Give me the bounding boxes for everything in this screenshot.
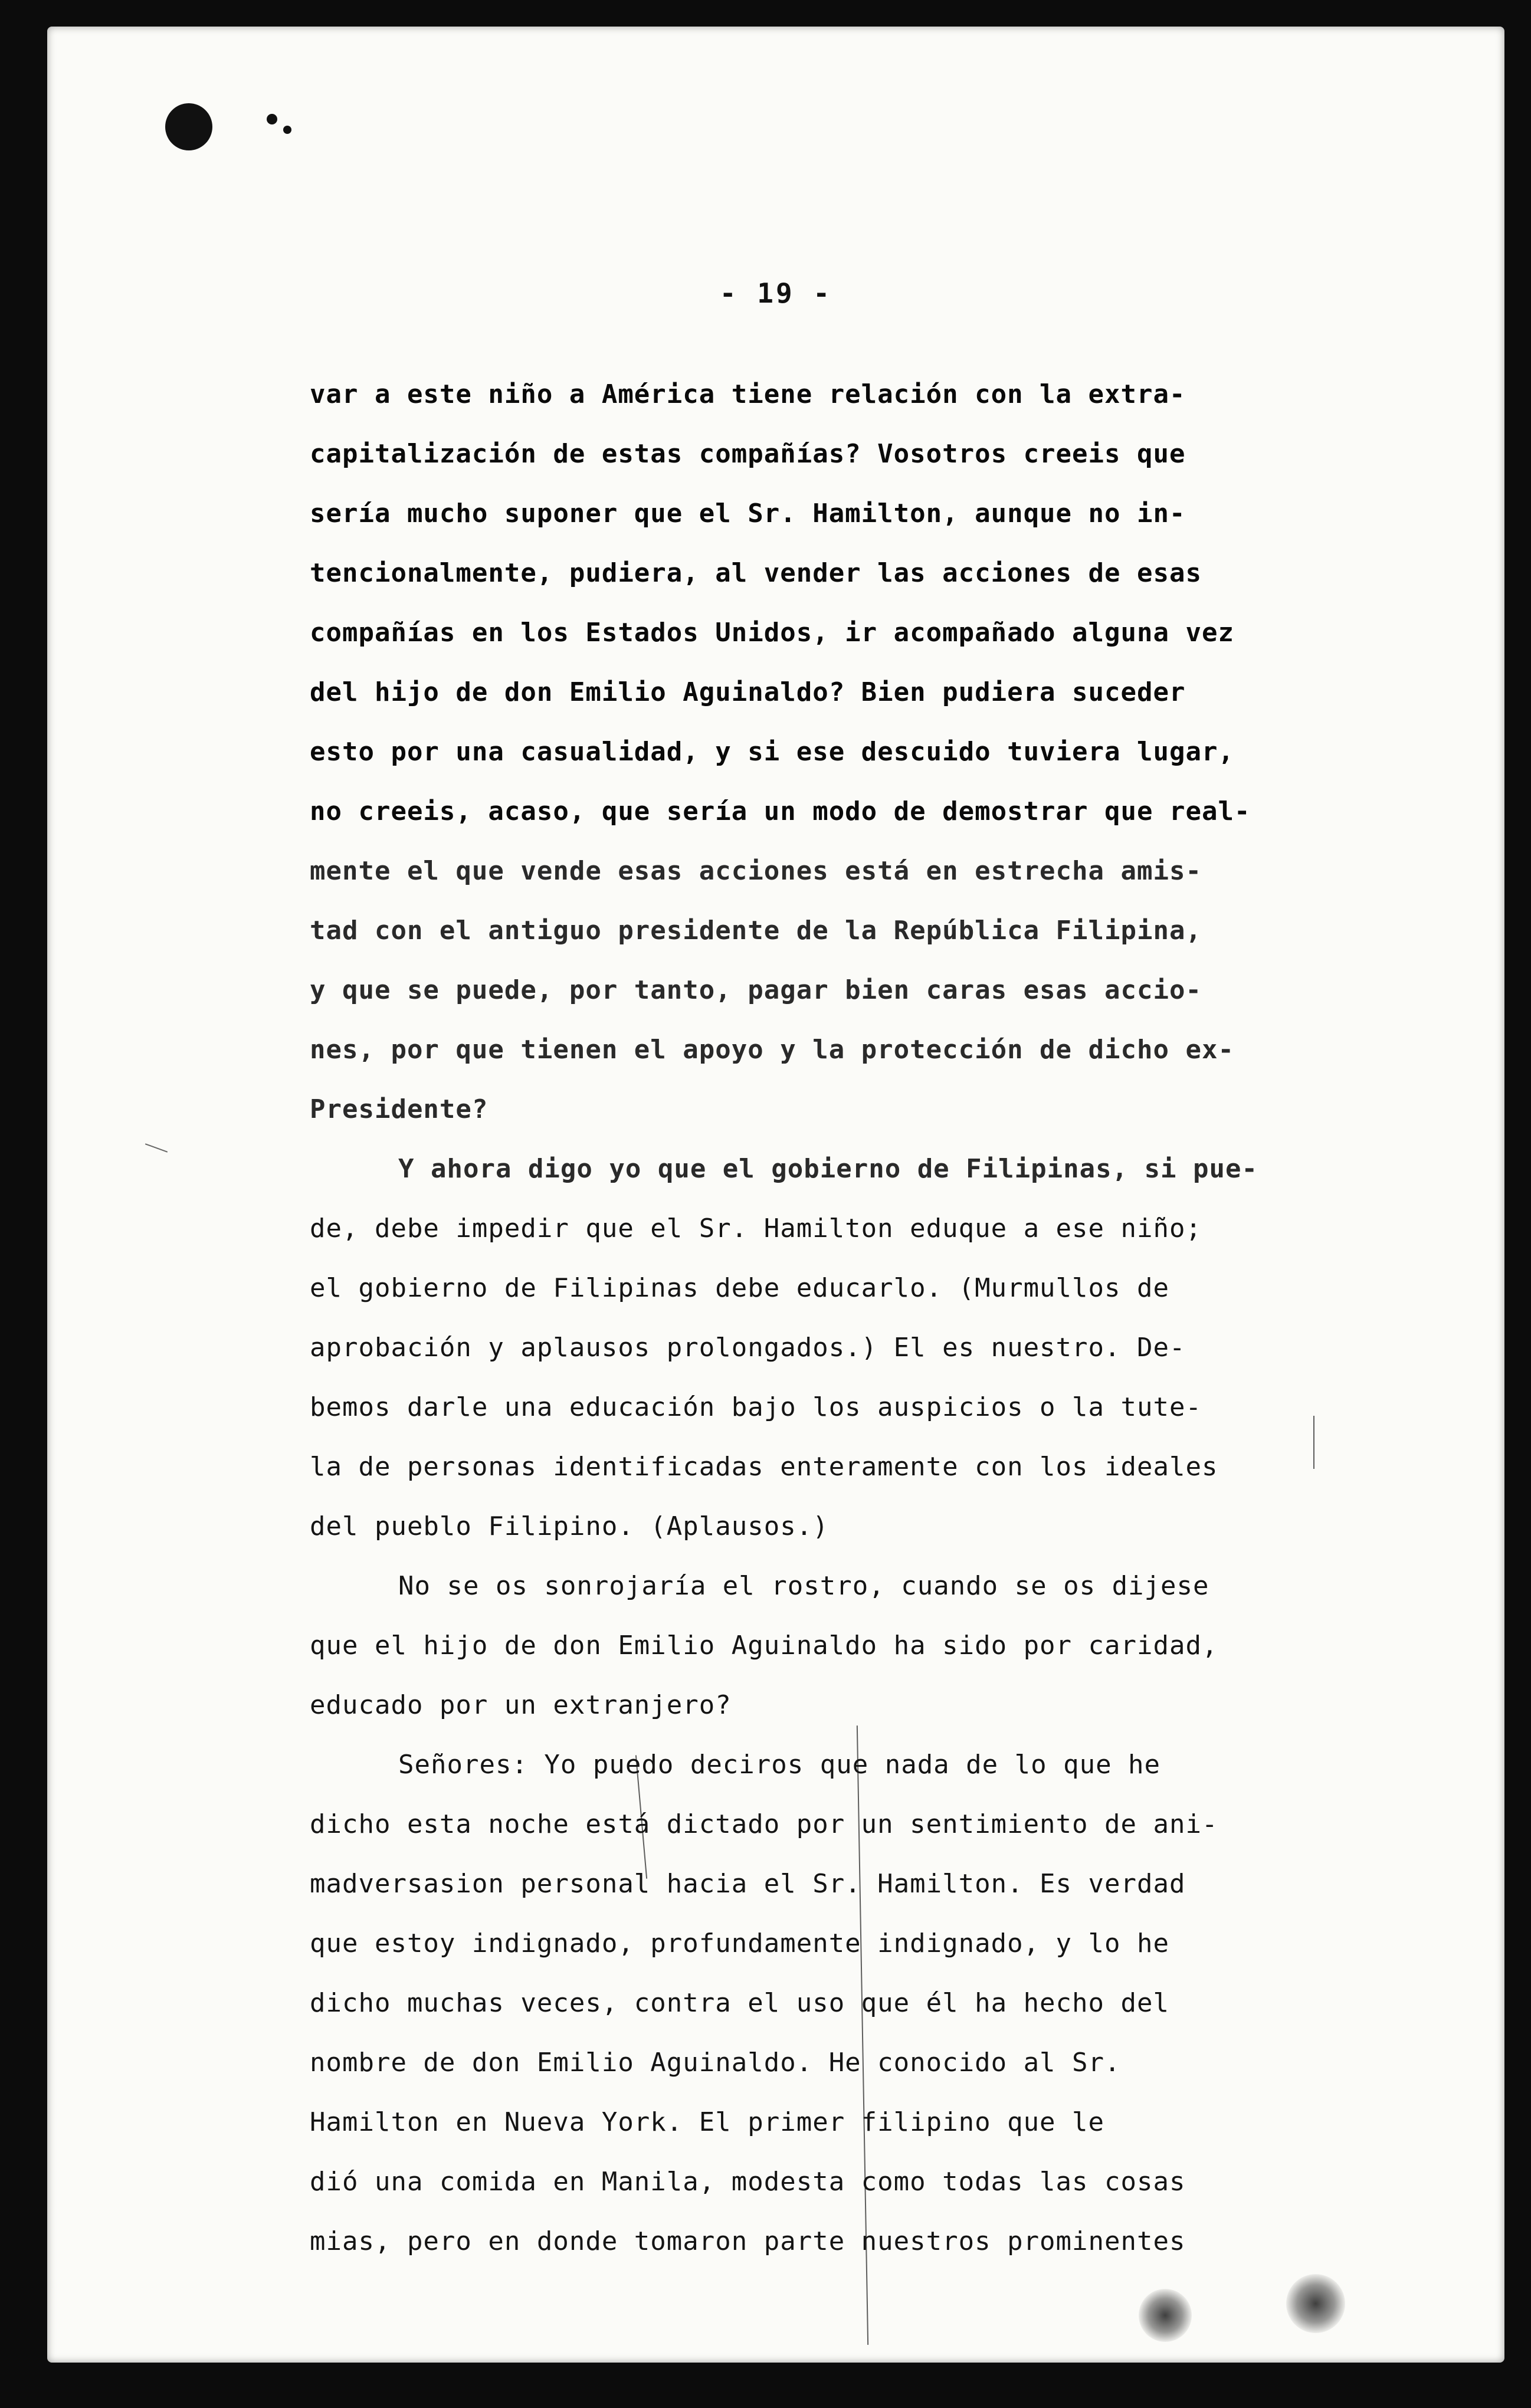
ink-spot [267,114,277,124]
text-line: el gobierno de Filipinas debe educarlo. (Murmullos de [310,1273,1169,1303]
text-line: mias, pero en donde tomaron parte nuestros prominentes [310,2226,1186,2256]
text-line: Presidente? [310,1094,489,1124]
ink-smudge [1286,2274,1345,2333]
ink-spot [283,126,291,134]
text-line: del hijo de don Emilio Aguinaldo? Bien pudiera suceder [310,677,1186,707]
text-line: del pueblo Filipino. (Aplausos.) [310,1511,829,1541]
text-line: tad con el antiguo presidente de la República Filipina, [310,916,1202,946]
text-line: Señores: Yo puedo deciros que nada de lo que he [398,1750,1161,1780]
text-line: dicho muchas veces, contra el uso que él ha hecho del [310,1988,1169,2018]
text-line: dicho esta noche está dictado por un sentimiento de ani- [310,1809,1218,1839]
page-number: - 19 - [719,277,832,309]
text-line: esto por una casualidad, y si ese descuido tuviera lugar, [310,737,1234,767]
text-line: capitalización de estas compañías? Vosotros creeis que [310,439,1186,469]
text-line: compañías en los Estados Unidos, ir acompañado alguna vez [310,618,1234,648]
text-line: dió una comida en Manila, modesta como todas las cosas [310,2167,1186,2197]
text-line: bemos darle una educación bajo los auspicios o la tute- [310,1392,1202,1422]
pencil-mark [145,1143,168,1153]
text-line: no creeis, acaso, que sería un modo de demostrar que real- [310,796,1251,826]
text-line: madversasion personal hacia el Sr. Hamilton. Es verdad [310,1869,1186,1899]
body-text [310,365,1389,2271]
text-line: la de personas identificadas enteramente con los ideales [310,1452,1218,1482]
text-line: mente el que vende esas acciones está en estrecha amis- [310,856,1202,886]
text-line: de, debe impedir que el Sr. Hamilton eduque a ese niño; [310,1213,1202,1244]
text-line: que estoy indignado, profundamente indignado, y lo he [310,1928,1169,1958]
text-line: Hamilton en Nueva York. El primer filipino que le [310,2107,1105,2137]
text-line: No se os sonrojaría el rostro, cuando se os dijese [398,1571,1209,1601]
ink-blot [165,103,212,150]
text-line: nombre de don Emilio Aguinaldo. He conocido al Sr. [310,2048,1121,2078]
text-line: que el hijo de don Emilio Aguinaldo ha sido por caridad, [310,1631,1218,1661]
text-line: aprobación y aplausos prolongados.) El es nuestro. De- [310,1333,1186,1363]
text-line: var a este niño a América tiene relación con la extra- [310,379,1186,409]
document-page [47,27,1504,2363]
ink-smudge [1139,2289,1192,2342]
text-line: sería mucho suponer que el Sr. Hamilton, aunque no in- [310,498,1186,529]
text-line: y que se puede, por tanto, pagar bien caras esas accio- [310,975,1202,1005]
text-line: nes, por que tienen el apoyo y la protección de dicho ex- [310,1035,1234,1065]
text-line: Y ahora digo yo que el gobierno de Filipinas, si pue- [398,1154,1258,1184]
text-line: educado por un extranjero? [310,1690,732,1720]
text-line: tencionalmente, pudiera, al vender las acciones de esas [310,558,1202,588]
